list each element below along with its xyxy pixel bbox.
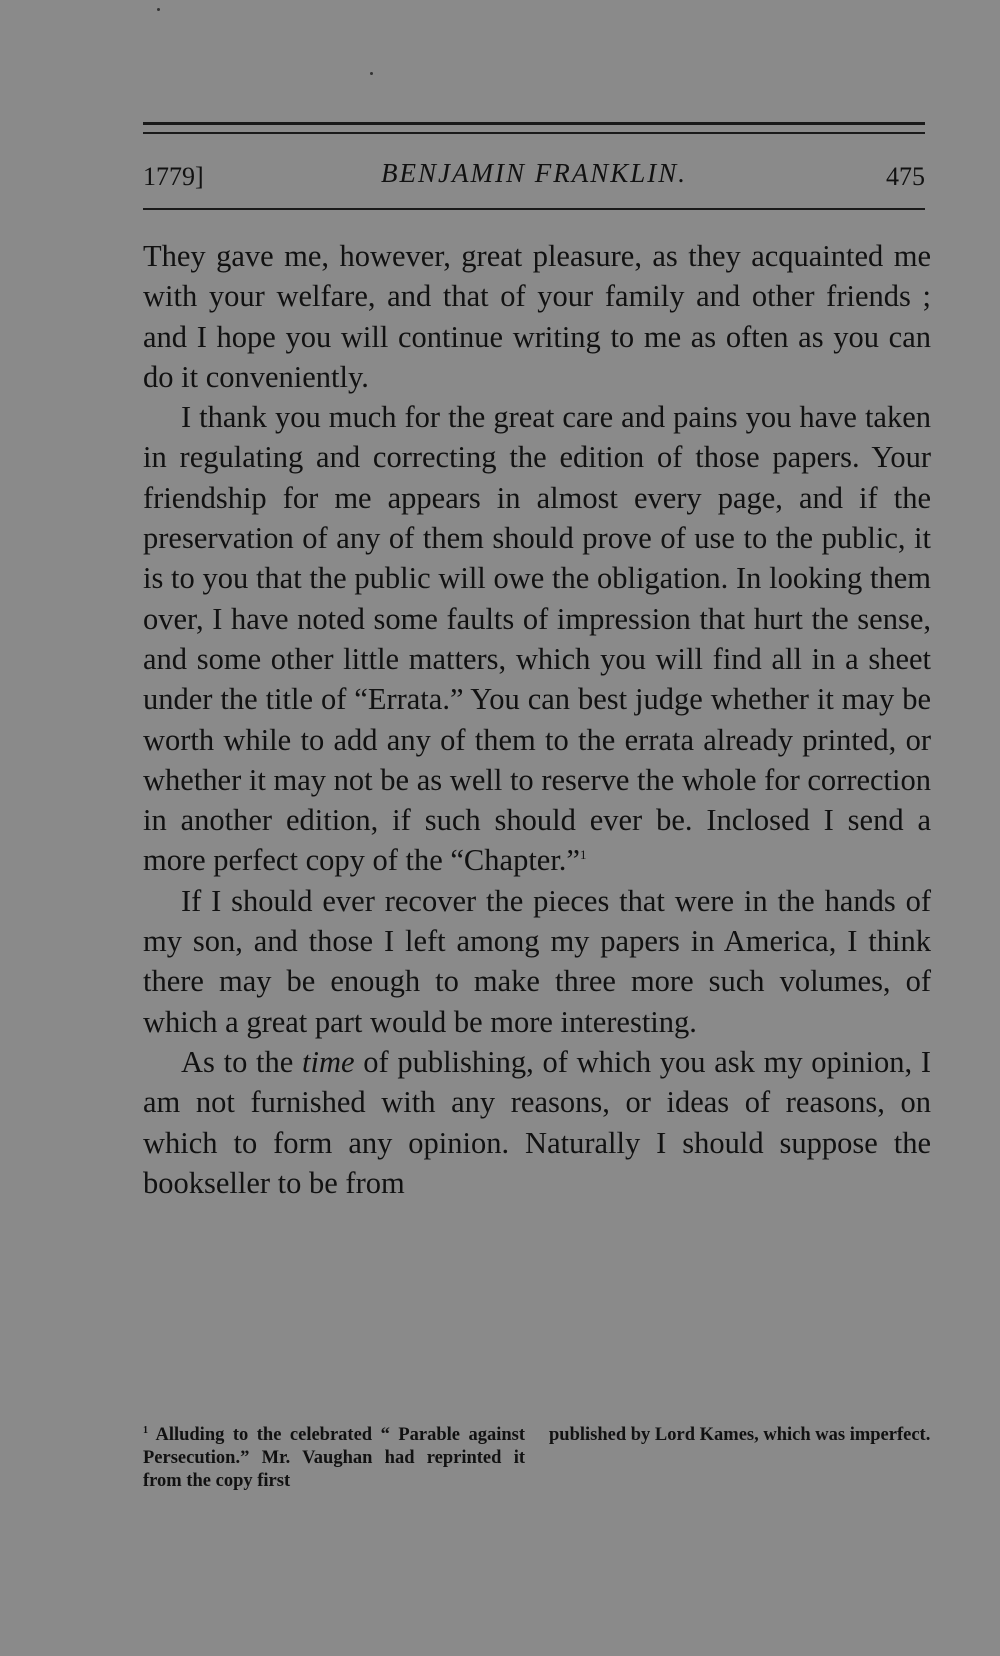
running-head xyxy=(143,158,925,198)
top-rule-thick xyxy=(143,122,925,125)
paragraph-4-rest: of publishing, of which you ask my opinion, I am not furnished with any reasons, or ideas of reasons, on which to form any opinion. Naturally I should suppose the bookseller to be from xyxy=(143,1044,931,1200)
running-head-title: BENJAMIN FRANKLIN. xyxy=(381,158,687,188)
footnote-text-1: Alluding to the celebrated “ Parable against Persecution.” Mr. Vaughan had reprinted it from the copy first xyxy=(143,1425,525,1491)
header-rule xyxy=(143,208,925,210)
footnote-text-2: published by Lord Kames, which was imperfect. xyxy=(549,1425,931,1445)
footnote-mark: 1 xyxy=(143,1424,148,1436)
emphasized-word: time xyxy=(302,1044,355,1079)
footnote-column-1 xyxy=(143,1424,525,1493)
page-speck xyxy=(157,8,160,11)
page-number: 475 xyxy=(886,162,925,191)
paragraph-1: They gave me, however, great pleasure, as they acquainted me with your welfare, and that of your family and other friends ; and I hope you will continue writing to me as often as you can do it conveniently. xyxy=(143,239,931,394)
page-speck xyxy=(370,72,373,75)
footnote-reference[interactable]: 1 xyxy=(579,847,587,863)
footnotes xyxy=(143,1424,931,1493)
paragraph-4-lead: As to the xyxy=(181,1044,302,1079)
running-head-year: 1779] xyxy=(143,162,204,191)
footnote-column-2 xyxy=(549,1424,931,1493)
paragraph-4 xyxy=(143,1042,931,1203)
paragraph-2-text: I thank you much for the great care and pains you have taken in regulating and correcting the edition of those papers. Your friendship for me appears in almost every page, and if the preservation of any of them should prove of use to the public, it is to you that the public will owe the obligation. In looking them over, I have noted some faults of impression that hurt the sense, and some other little matters, which you will find all in a sheet under the title of “Errata.” You can best judge whether it may be worth while to add any of them to the errata already printed, or whether it may not be as well to reserve the whole for correction in another edition, if such should ever be. Inclosed I send a more perfect copy of the “Chapter.” xyxy=(143,400,931,878)
top-rule-thin xyxy=(143,132,925,134)
main-text xyxy=(143,236,931,1203)
paragraph-3: If I should ever recover the pieces that were in the hands of my son, and those I left among my papers in America, I think there may be enough to make three more such volumes, of which a great part would be more interesting. xyxy=(143,883,931,1039)
paragraph-2 xyxy=(143,397,931,881)
